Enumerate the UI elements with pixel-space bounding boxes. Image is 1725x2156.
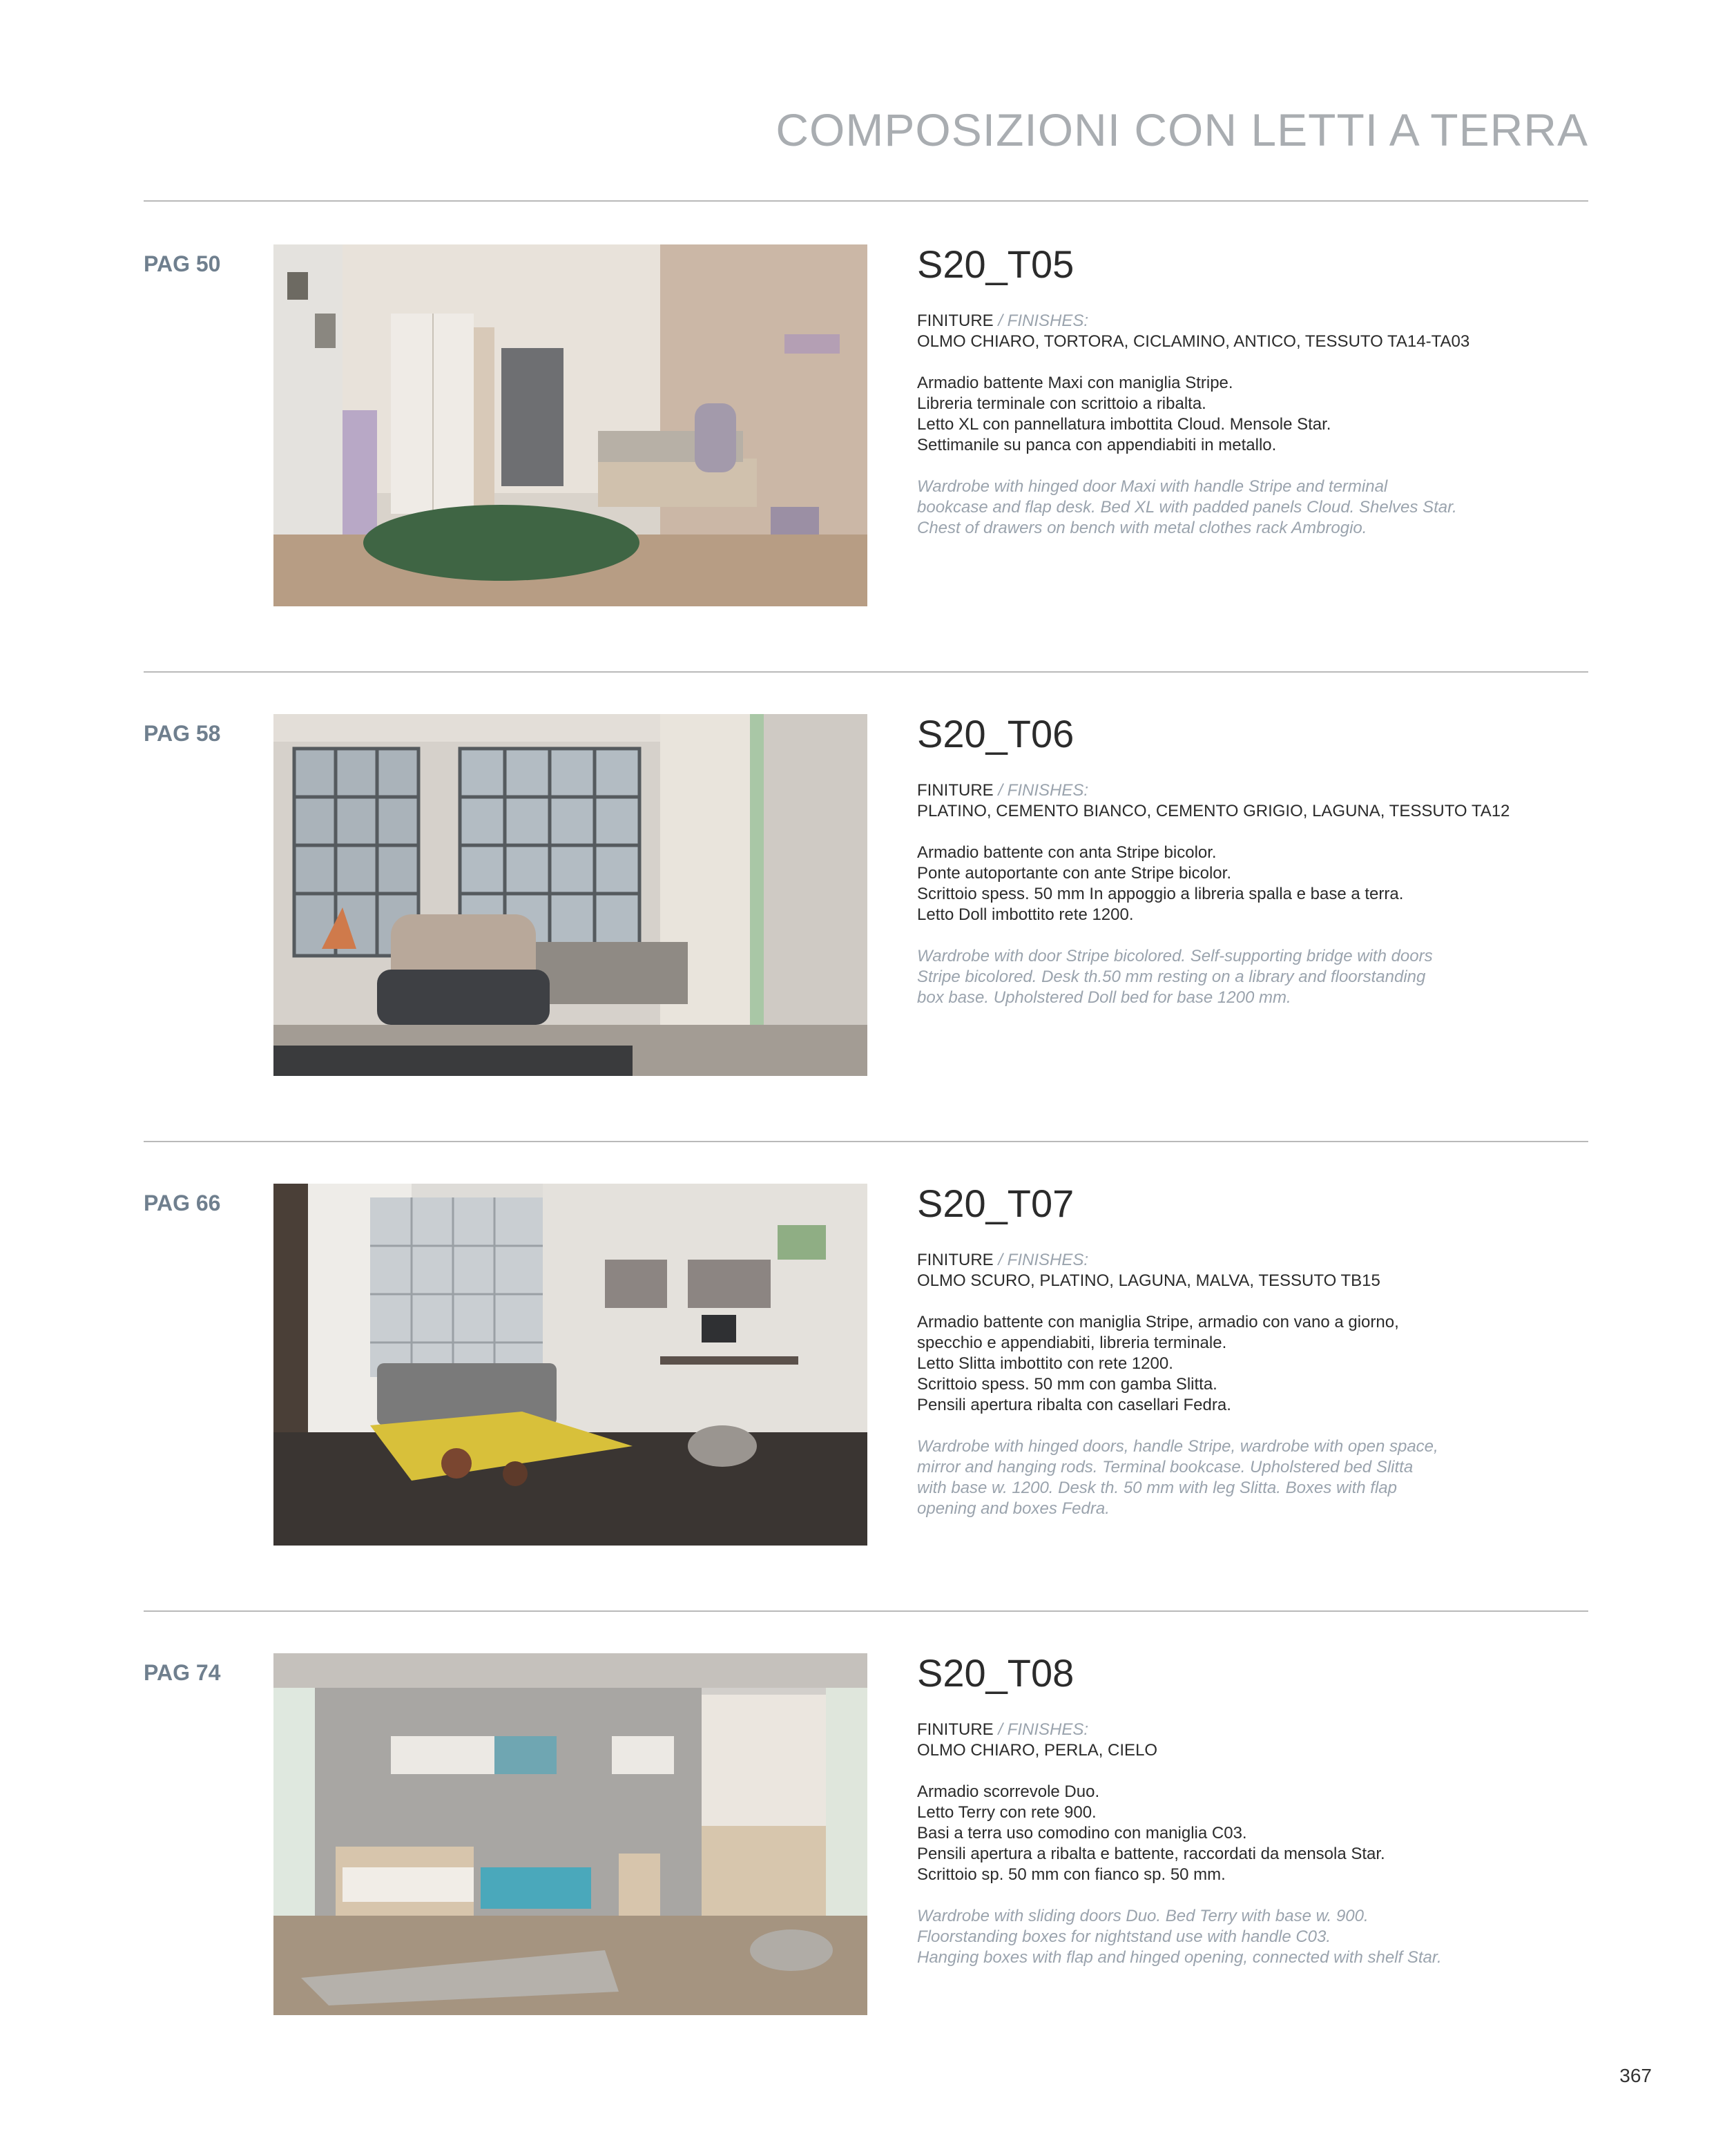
description-en-line: Wardrobe with sliding doors Duo. Bed Terry with base w. 900. [917,1907,1369,1925]
section-divider [144,671,1588,673]
description-line: Armadio scorrevole Duo. [917,1782,1100,1801]
finishes-label: FINITURE [917,311,994,330]
description-en-line: Wardrobe with hinged doors, handle Stripe, wardrobe with open space, [917,1437,1438,1456]
description-line: Scrittoio spess. 50 mm In appoggio a libreria spalla e base a terra. [917,885,1404,903]
section-divider [144,1141,1588,1142]
description-line: Scrittoio spess. 50 mm con gamba Slitta. [917,1375,1217,1394]
description-italian [917,373,1539,456]
page-reference[interactable]: PAG 58 [144,721,221,746]
description-line: Letto Terry con rete 900. [917,1803,1097,1822]
description-english [917,1906,1539,1968]
composition-section-s20-t07 [0,1184,1725,1557]
composition-photo [273,244,867,606]
description-en-line: box base. Upholstered Doll bed for base 1200 mm. [917,988,1291,1007]
composition-section-s20-t05 [0,244,1725,617]
finishes-block [917,1250,1539,1291]
description-line: Settimanile su panca con appendiabiti in metallo. [917,436,1277,454]
description-line: Pensili apertura a ribalta e battente, raccordati da mensola Star. [917,1845,1385,1863]
description-english [917,1436,1539,1519]
description-line: Ponte autoportante con ante Stripe bicolor. [917,864,1231,883]
description-en-line: Floorstanding boxes for nightstand use with handle C03. [917,1927,1331,1946]
description-line: Letto Slitta imbottito con rete 1200. [917,1354,1173,1373]
composition-code: S20_T07 [917,1182,1074,1225]
composition-section-s20-t08 [0,1653,1725,2026]
composition-photo [273,1184,867,1546]
description-line: Basi a terra uso comodino con maniglia C03. [917,1824,1247,1842]
description-en-line: Stripe bicolored. Desk th.50 mm resting on a library and floorstanding [917,968,1426,986]
description-line: Libreria terminale con scrittoio a ribalta. [917,394,1206,413]
composition-section-s20-t06 [0,714,1725,1087]
page-reference[interactable]: PAG 74 [144,1660,221,1685]
finishes-block [917,311,1539,352]
description-en-line: opening and boxes Fedra. [917,1499,1110,1518]
finishes-label: FINITURE [917,1720,994,1739]
description-line: Letto Doll imbottito rete 1200. [917,905,1134,924]
description-english [917,477,1539,539]
page-reference[interactable]: PAG 50 [144,251,221,276]
description-en-line: with base w. 1200. Desk th. 50 mm with leg Slitta. Boxes with flap [917,1479,1397,1497]
section-divider [144,1610,1588,1612]
description-line: Armadio battente con anta Stripe bicolor. [917,843,1217,862]
composition-code: S20_T08 [917,1651,1074,1695]
description-italian [917,1312,1539,1416]
composition-photo [273,1653,867,2015]
description-english [917,946,1539,1008]
finishes-value: PLATINO, CEMENTO BIANCO, CEMENTO GRIGIO, LAGUNA, TESSUTO TA12 [917,802,1510,820]
composition-code: S20_T05 [917,242,1074,286]
description-line: Pensili apertura ribalta con casellari Fedra. [917,1396,1231,1414]
description-line: specchio e appendiabiti, libreria terminale. [917,1334,1227,1352]
description-en-line: bookcase and flap desk. Bed XL with padded panels Cloud. Shelves Star. [917,498,1457,517]
description-italian [917,1782,1539,1885]
description-en-line: Wardrobe with door Stripe bicolored. Self-supporting bridge with doors [917,947,1433,965]
page-reference[interactable]: PAG 66 [144,1191,221,1215]
finishes-block [917,1720,1539,1761]
description-line: Letto XL con pannellatura imbottita Cloud. Mensole Star. [917,415,1331,434]
finishes-block [917,780,1539,822]
description-italian [917,843,1539,925]
finishes-label: FINITURE [917,781,994,800]
finishes-value: OLMO SCURO, PLATINO, LAGUNA, MALVA, TESSUTO TB15 [917,1271,1380,1290]
finishes-label-en: / FINISHES: [993,1251,1089,1269]
description-line: Scrittoio sp. 50 mm con fianco sp. 50 mm. [917,1865,1226,1884]
description-en-line: mirror and hanging rods. Terminal bookcase. Upholstered bed Slitta [917,1458,1414,1476]
finishes-value: OLMO CHIARO, TORTORA, CICLAMINO, ANTICO, TESSUTO TA14-TA03 [917,332,1470,351]
composition-photo [273,714,867,1076]
finishes-label: FINITURE [917,1251,994,1269]
description-en-line: Hanging boxes with flap and hinged opening, connected with shelf Star. [917,1948,1442,1967]
page-number: 367 [1619,2065,1652,2086]
page-title: COMPOSIZIONI CON LETTI A TERRA [775,104,1588,155]
finishes-value: OLMO CHIARO, PERLA, CIELO [917,1741,1158,1760]
composition-code: S20_T06 [917,712,1074,755]
description-en-line: Chest of drawers on bench with metal clothes rack Ambrogio. [917,519,1367,537]
finishes-label-en: / FINISHES: [993,781,1089,800]
finishes-label-en: / FINISHES: [993,311,1089,330]
description-line: Armadio battente Maxi con maniglia Stripe. [917,374,1233,392]
description-en-line: Wardrobe with hinged door Maxi with handle Stripe and terminal [917,477,1388,496]
finishes-label-en: / FINISHES: [993,1720,1089,1739]
header-divider [144,200,1588,202]
description-line: Armadio battente con maniglia Stripe, armadio con vano a giorno, [917,1313,1399,1331]
